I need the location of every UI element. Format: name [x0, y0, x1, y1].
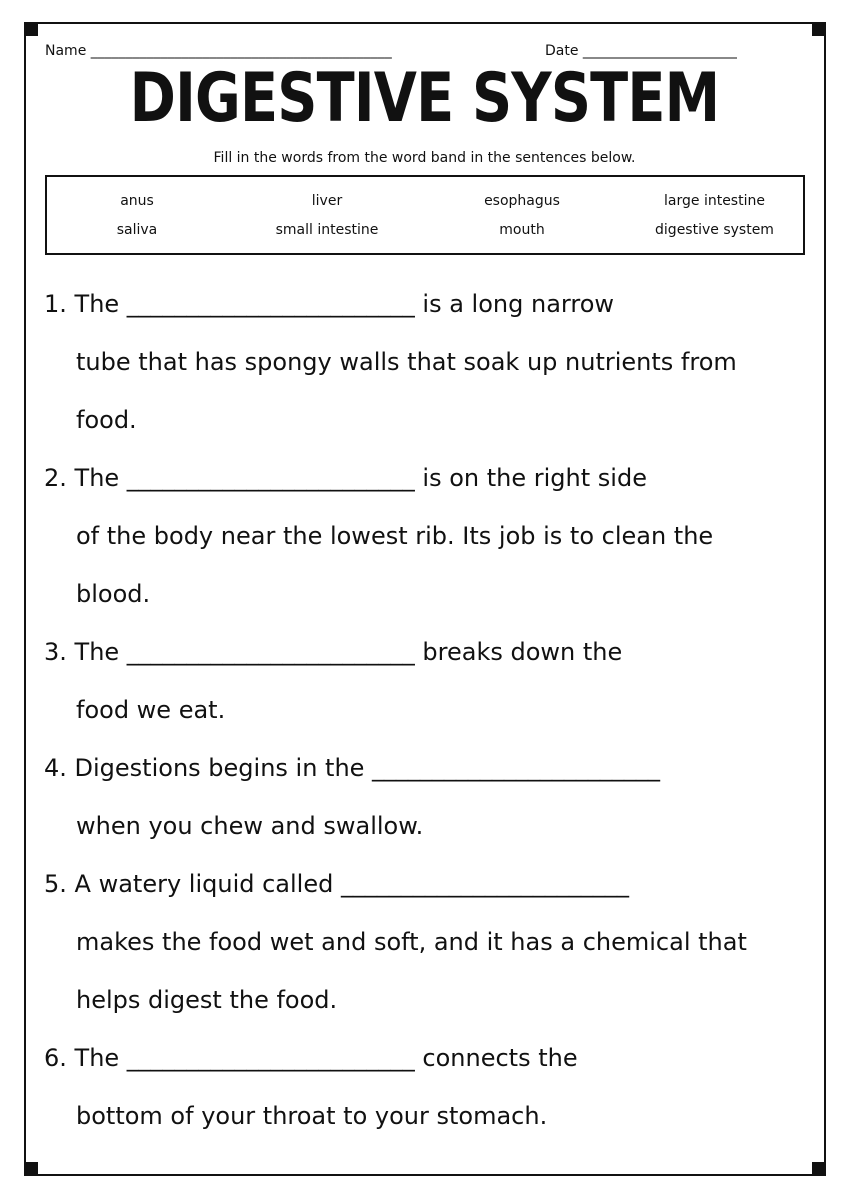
question-1-line-3: food.	[76, 406, 137, 434]
question-3-line-2: food we eat.	[76, 696, 226, 724]
question-6-line-2: bottom of your throat to your stomach.	[76, 1102, 548, 1130]
word-bank-item: liver	[311, 193, 343, 209]
question-2-line-1: 2. The ________________________ is on the right side	[44, 464, 647, 492]
question-3-line-1: 3. The ________________________ breaks down the	[44, 638, 623, 666]
word-bank-item: saliva	[116, 222, 158, 238]
page-title: DIGESTIVE SYSTEM	[129, 59, 720, 138]
question-5-line-1: 5. A watery liquid called ________________________	[44, 870, 629, 898]
word-bank-item: small intestine	[275, 222, 379, 238]
question-2-line-2: of the body near the lowest rib. Its job is to clean the	[76, 522, 714, 550]
question-2-line-3: blood.	[76, 580, 151, 608]
word-bank	[45, 175, 805, 255]
name-field[interactable]: Name ___________________________________________	[45, 43, 392, 59]
word-bank-item: digestive system	[655, 222, 774, 238]
corner-mark	[24, 22, 38, 36]
question-4-line-1: 4. Digestions begins in the ________________________	[44, 754, 661, 782]
question-5-line-2: makes the food wet and soft, and it has a chemical that	[76, 928, 747, 956]
corner-mark	[812, 1162, 826, 1176]
date-field[interactable]: Date ______________________	[545, 43, 737, 59]
question-1-line-1: 1. The ________________________ is a long narrow	[44, 290, 614, 318]
word-bank-item: mouth	[499, 222, 545, 238]
instructions-text: Fill in the words from the word band in the sentences below.	[213, 150, 636, 166]
question-6-line-1: 6. The ________________________ connects the	[44, 1044, 578, 1072]
word-bank-item: esophagus	[484, 193, 560, 209]
question-4-line-2: when you chew and swallow.	[76, 812, 424, 840]
corner-mark	[812, 22, 826, 36]
corner-mark	[24, 1162, 38, 1176]
question-5-line-3: helps digest the food.	[76, 986, 338, 1014]
word-bank-item: anus	[120, 193, 154, 209]
word-bank-item: large intestine	[664, 193, 765, 209]
question-1-line-2: tube that has spongy walls that soak up nutrients from	[76, 348, 737, 376]
